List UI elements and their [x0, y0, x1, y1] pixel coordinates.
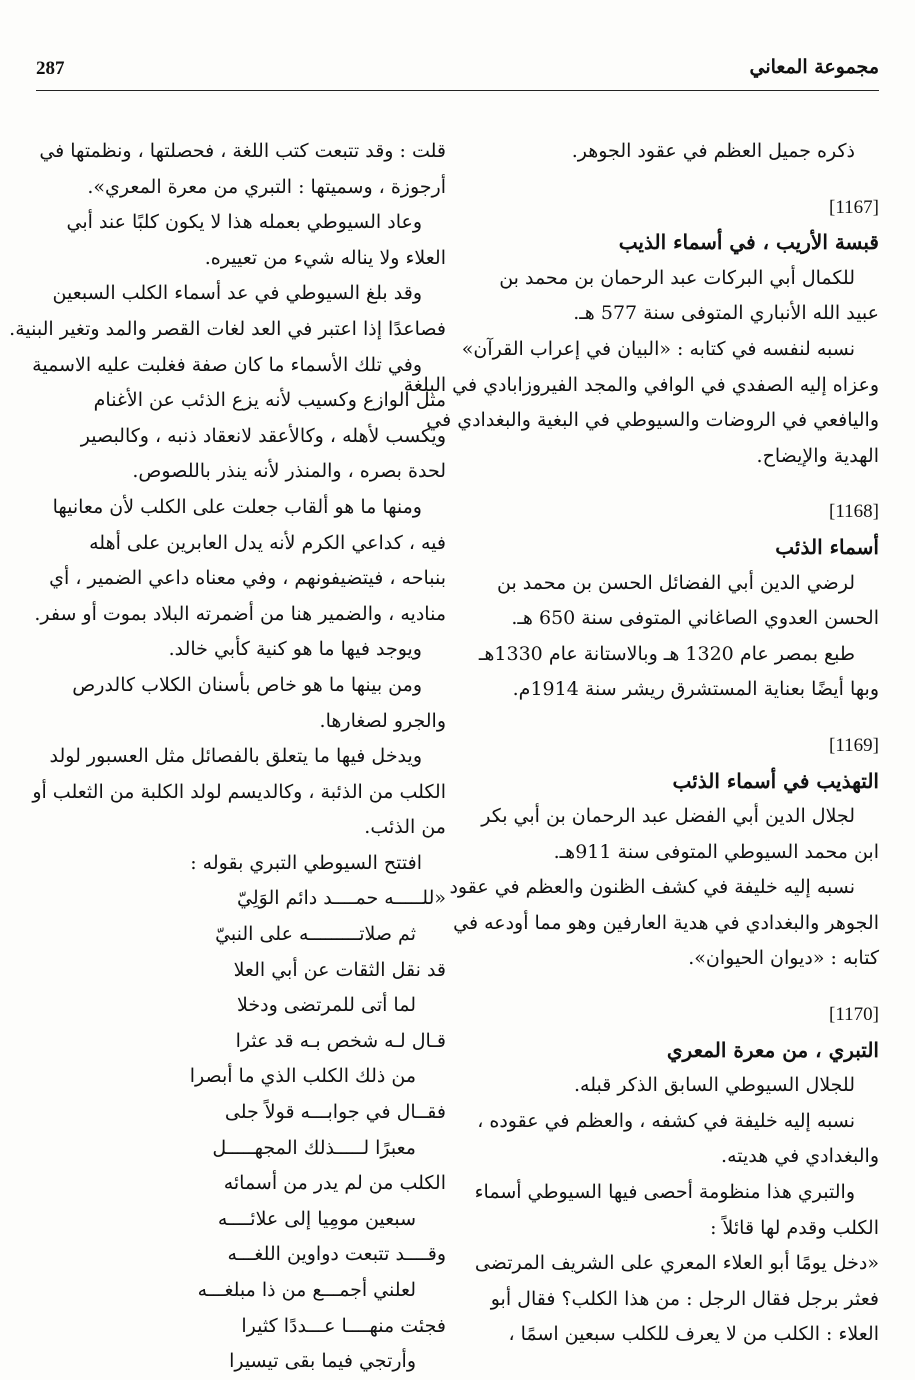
text-line: نسبه لنفسه في كتابه : «البيان في إعراب القرآن» [461, 337, 855, 360]
spacer [469, 170, 879, 190]
text-line: والجرو لصغارها. [319, 709, 446, 732]
text-line: وبها أيضًا بعناية المستشرق ريشر سنة 1914م. [512, 678, 879, 701]
text-line: الكلب وقدم لها قائلاً : [710, 1216, 879, 1239]
verse-second-hemistich [36, 1273, 446, 1309]
text-line: مناديه ، والضمير هنا من أضمرته البلاد بموت أو سفر. [34, 602, 446, 625]
hemistich-text: فقــال في جوابـــه قولاً جلى [224, 1101, 446, 1124]
text-line: فعثر برجل فقال الرجل : من هذا الكلب؟ فقال أبو [490, 1287, 879, 1310]
page-header [36, 54, 879, 91]
hemistich-text: لعلني أجمـــع من ذا مبلغـــه [197, 1279, 416, 1301]
hemistich-text: الكلب من لم يدر من أسمائه [223, 1172, 446, 1195]
verse-second-hemistich [36, 1059, 446, 1095]
text-line: مثل الوازع وكسيب لأنه يزع الذئب عن الأغنام [93, 389, 446, 412]
hemistich-text: وقــــد تتبعت دواوين اللغـــه [227, 1243, 446, 1266]
entry-title: التبري ، من معرة المعري [666, 1037, 879, 1062]
text-line: لرضي الدين أبي الفضائل الحسن بن محمد بن [497, 571, 855, 594]
text-line: ومنها ما هو ألقاب جعلت على الكلب لأن معانيها [52, 495, 422, 518]
text-line: افتتح السيوطي التبري بقوله : [190, 851, 422, 874]
text-line: والتبري هذا منظومة أحصى فيها السيوطي أسماء [474, 1181, 855, 1204]
text-line: ويدخل فيها ما يتعلق بالفصائل مثل العسبور لولد [49, 745, 422, 768]
verse-first-hemistich [36, 1237, 446, 1273]
entry-number: [1169] [829, 734, 879, 756]
text-line: وعاد السيوطي بعمله هذا لا يكون كلبًا عند أبي [66, 211, 422, 234]
text-line: قلت : وقد تتبعت كتب اللغة ، فحصلتها ، ونظمتها في [39, 140, 446, 162]
text-line: لحدة بصره ، والمنذر لأنه ينذر باللصوص. [132, 460, 446, 483]
text-line: بنباحه ، فيتضيفونهم ، وفي معناه داعي الضمير ، أي [49, 567, 446, 590]
entry-title: قبسة الأريب ، في أسماء الذيب [618, 230, 879, 255]
text-line: «دخل يومًا أبو العلاء المعري على الشريف المرتضى [474, 1252, 879, 1275]
text-line: ويكسب لأهله ، وكالأعقد لانعقاد ذنبه ، وكالبصير [80, 424, 446, 447]
hemistich-text: من ذلك الكلب الذي ما أبصرا [189, 1065, 416, 1088]
verse-second-hemistich [36, 1344, 446, 1380]
text-line: ويوجد فيها ما هو كنية كأبي خالد. [168, 638, 422, 661]
text-line: الجوهر والبغدادي في هدية العارفين وهو مما أودعه في [453, 911, 879, 934]
verse-second-hemistich [36, 1131, 446, 1167]
text-line: للجلال السيوطي السابق الذكر قبله. [573, 1074, 855, 1097]
text-line: وعزاه إليه الصفدي في الوافي والمجد الفيروزابادي في البلغة [403, 373, 879, 396]
left-column [9, 134, 446, 1380]
text-line: وقد بلغ السيوطي في عد أسماء الكلب السبعين [52, 282, 422, 305]
entry-title: التهذيب في أسماء الذئب [672, 768, 879, 793]
text-line: العلاء ولا يناله شيء من تعييره. [204, 246, 446, 269]
verse-first-hemistich [36, 1309, 446, 1345]
text-line: أرجوزة ، وسميتها : التبري من معرة المعري». [87, 175, 446, 198]
verse-first-hemistich [36, 1095, 446, 1131]
text-line: الكلب من الذئبة ، وكالديسم لولد الكلبة من الثعلب أو [32, 780, 446, 803]
verse-first-hemistich [36, 881, 446, 917]
verse-first-hemistich [36, 953, 446, 989]
hemistich-text: قـال لـه شخص بـه قد عثرا [235, 1029, 446, 1052]
text-line: واليافعي في الروضات والسيوطي في البغية والبغدادي في [426, 409, 879, 432]
entry-number: [1170] [829, 1004, 879, 1026]
entry-number: [1168] [829, 501, 879, 523]
hemistich-text: ثم صلاتـــــــــه على النبيّ [215, 923, 416, 946]
verse-second-hemistich [36, 1202, 446, 1238]
text-line: الحسن العدوي الصاغاني المتوفى سنة 650 هـ. [511, 607, 879, 630]
text-line: فيه ، كداعي الكرم لأنه يدل العابرين على أهله [89, 531, 446, 554]
hemistich-text: فجئت منهــــا عـــددًا كثيرا [241, 1314, 446, 1337]
hemistich-text: لما أتى للمرتضى ودخلا [237, 994, 416, 1017]
text-line: والبغدادي في هديته. [721, 1145, 879, 1168]
text-line: وفي تلك الأسماء ما كان صفة فغلبت عليه الاسمية [32, 353, 422, 376]
verse-first-hemistich [36, 1166, 446, 1202]
text-line: ذكره جميل العظم في عقود الجوهر. [571, 140, 855, 162]
hemistich-text: وأرتجي فيما بقى تيسيرا [229, 1350, 416, 1373]
verse-second-hemistich [36, 988, 446, 1024]
text-line: العلاء : الكلب من لا يعرف للكلب سبعين اسمًا ، [508, 1323, 879, 1346]
spacer [469, 708, 879, 728]
text-line: كتابه : «ديوان الحيوان». [688, 947, 879, 970]
hemistich-text: معبرًا لـــــذلك المجهـــــل [212, 1136, 416, 1159]
spacer [469, 474, 879, 494]
text-line: ومن بينها ما هو خاص بأسنان الكلاب كالدرص [72, 673, 422, 696]
hemistich-text: قد نقل الثقات عن أبي العلا [233, 958, 446, 981]
verse-first-hemistich [36, 1024, 446, 1060]
text-line: الهدية والإيضاح. [756, 444, 879, 467]
entry-title: أسماء الذئب [775, 534, 879, 559]
text-line: من الذئب. [364, 816, 446, 839]
running-title: مجموعة المعاني [749, 56, 879, 78]
page-number: 287 [36, 58, 65, 79]
text-line: عبيد الله الأنباري المتوفى سنة 577 هـ. [573, 302, 879, 325]
text-line: نسبه إليه خليفة في كشف الظنون والعظم في عقود [449, 876, 855, 899]
text-line: نسبه إليه خليفة في كشفه ، والعظم في عقوده ، [477, 1109, 855, 1132]
text-line: لجلال الدين أبي الفضل عبد الرحمان بن أبي بكر [481, 805, 855, 828]
text-line: فصاعدًا إذا اعتبر في العد لغات القصر والمد وتغير البنية. [9, 317, 446, 340]
hemistich-text: «للـــــه حمــــد دائم الوَلِيّ [237, 887, 446, 910]
entry-number: [1167] [829, 196, 879, 218]
spacer [469, 977, 879, 997]
text-line: ابن محمد السيوطي المتوفى سنة 911هـ. [553, 840, 879, 863]
text-line: للكمال أبي البركات عبد الرحمان بن محمد بن [499, 266, 855, 289]
verse-second-hemistich [36, 917, 446, 953]
hemistich-text: سبعين مومِيا إلى علائــــه [217, 1207, 416, 1230]
text-line: طبع بمصر عام 1320 هـ وبالاستانة عام 1330هـ [478, 642, 855, 665]
